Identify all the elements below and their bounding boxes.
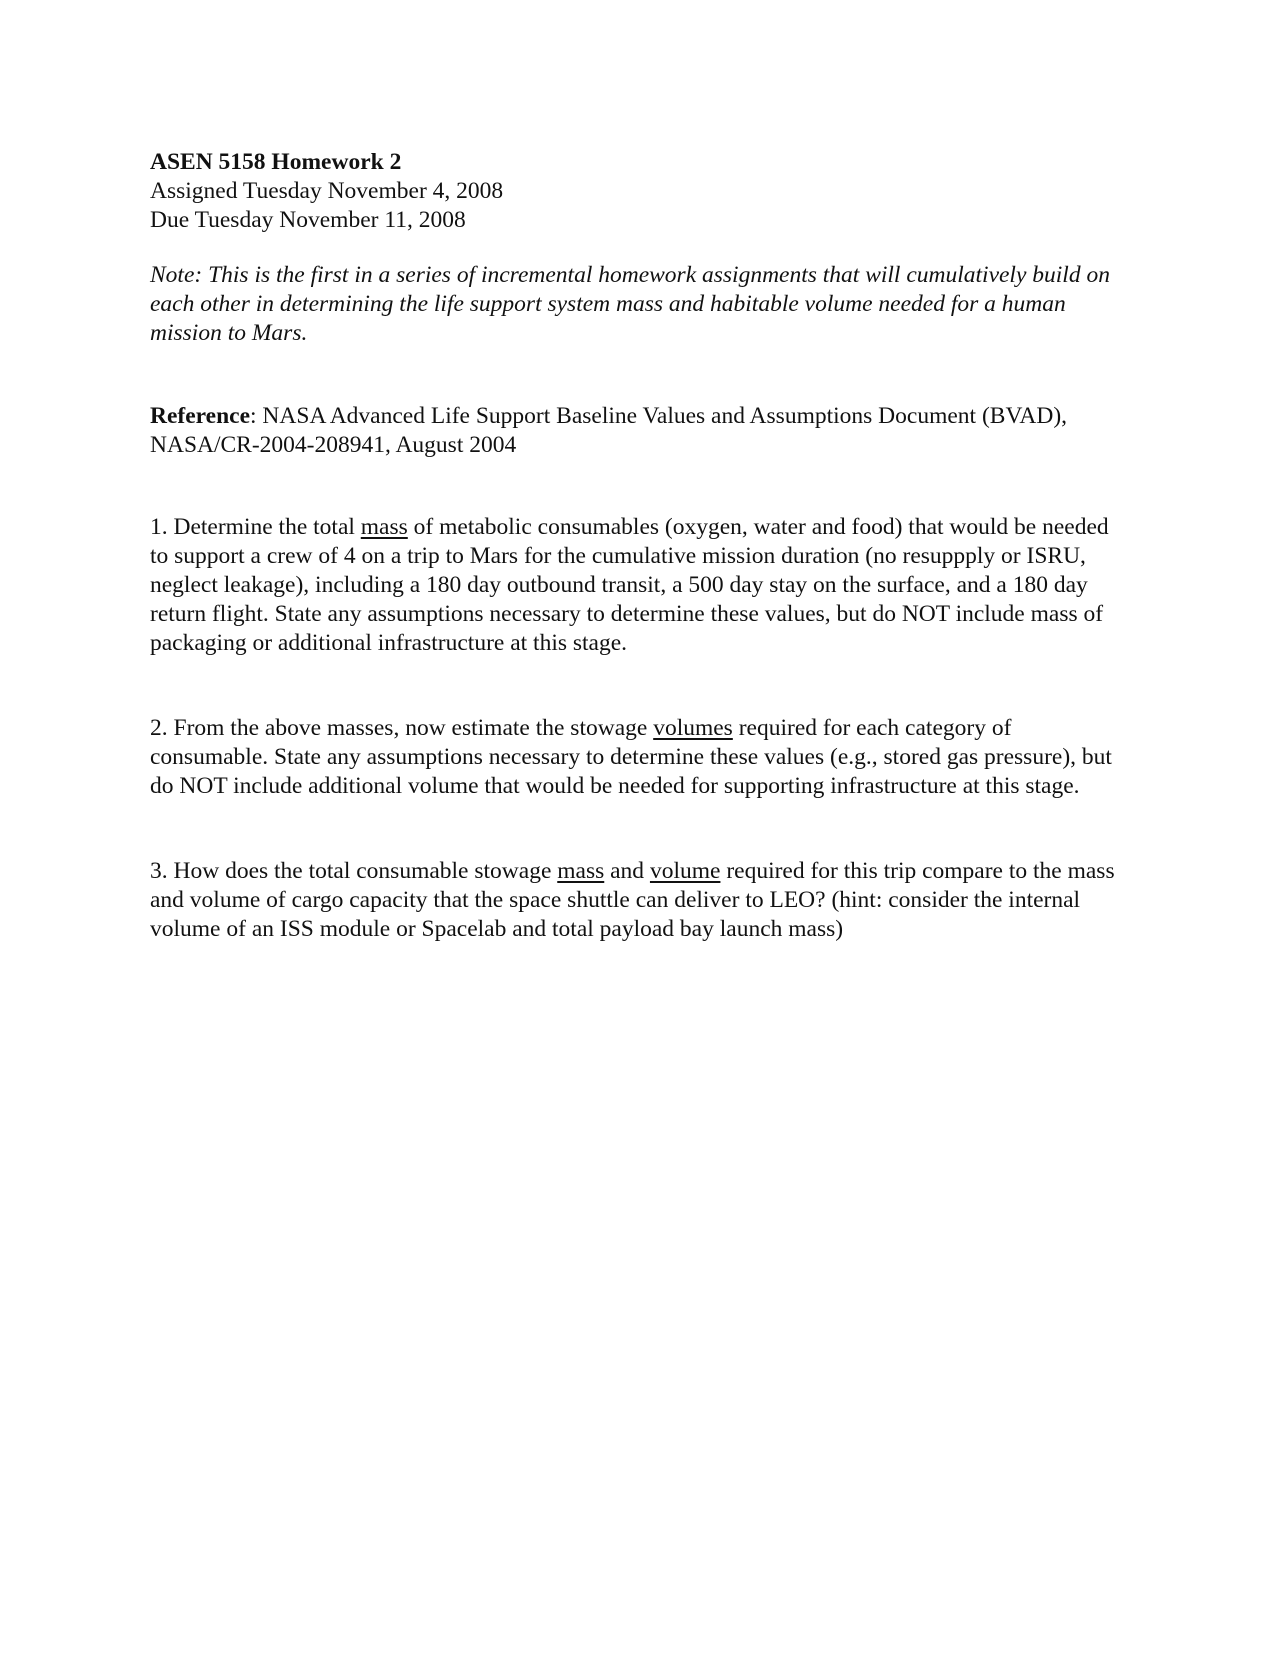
question-2-underlined-volumes: volumes <box>653 715 733 741</box>
document-page <box>150 148 1130 944</box>
assigned-date: Assigned Tuesday November 4, 2008 <box>150 178 504 204</box>
question-3-underlined-mass: mass <box>557 858 605 884</box>
question-3-middle: and <box>604 858 650 884</box>
question-3 <box>150 857 1130 944</box>
reference-paragraph <box>150 402 1130 460</box>
question-1-prefix: 1. Determine the total <box>150 514 361 540</box>
question-1 <box>150 513 1130 658</box>
document-title: ASEN 5158 Homework 2 <box>150 149 402 175</box>
question-1-rest: of metabolic consumables (oxygen, water and food) that would be needed to support a crew of 4 on a trip to Mars for the cumulative mission duration (no resuppply or ISRU, neglect leakage), including a 180 day outbound transit, a 500 day stay on the surface, and a 180 day return flight. State any assumptions necessary to determine these values, but do NOT include mass of packaging or additional infrastructure at this stage. <box>150 514 1109 656</box>
question-2-prefix: 2. From the above masses, now estimate the stowage <box>150 715 654 741</box>
question-3-rest: required for this trip compare to the mass and volume of cargo capacity that the space shuttle can deliver to LEO? (hint: consider the internal volume of an ISS module or Spacelab and total payload bay launch mass) <box>150 858 1115 942</box>
question-3-prefix: 3. How does the total consumable stowage <box>150 858 558 884</box>
question-2 <box>150 714 1130 801</box>
reference-label: Reference <box>150 403 251 429</box>
reference-text: : NASA Advanced Life Support Baseline Values and Assumptions Document (BVAD), NASA/CR-2004-208941, August 2004 <box>150 403 1068 458</box>
question-3-underlined-volume: volume <box>649 858 721 884</box>
note-paragraph: Note: This is the first in a series of incremental homework assignments that will cumulatively build on each other in determining the life support system mass and habitable volume needed for a human mission to Mars. <box>150 262 1110 346</box>
question-1-underlined-mass: mass <box>360 514 408 540</box>
due-date: Due Tuesday November 11, 2008 <box>150 207 466 233</box>
question-2-rest: required for each category of consumable. State any assumptions necessary to determine these values (e.g., stored gas pressure), but do NOT include additional volume that would be needed for supporting infrastructure at this stage. <box>150 715 1112 799</box>
